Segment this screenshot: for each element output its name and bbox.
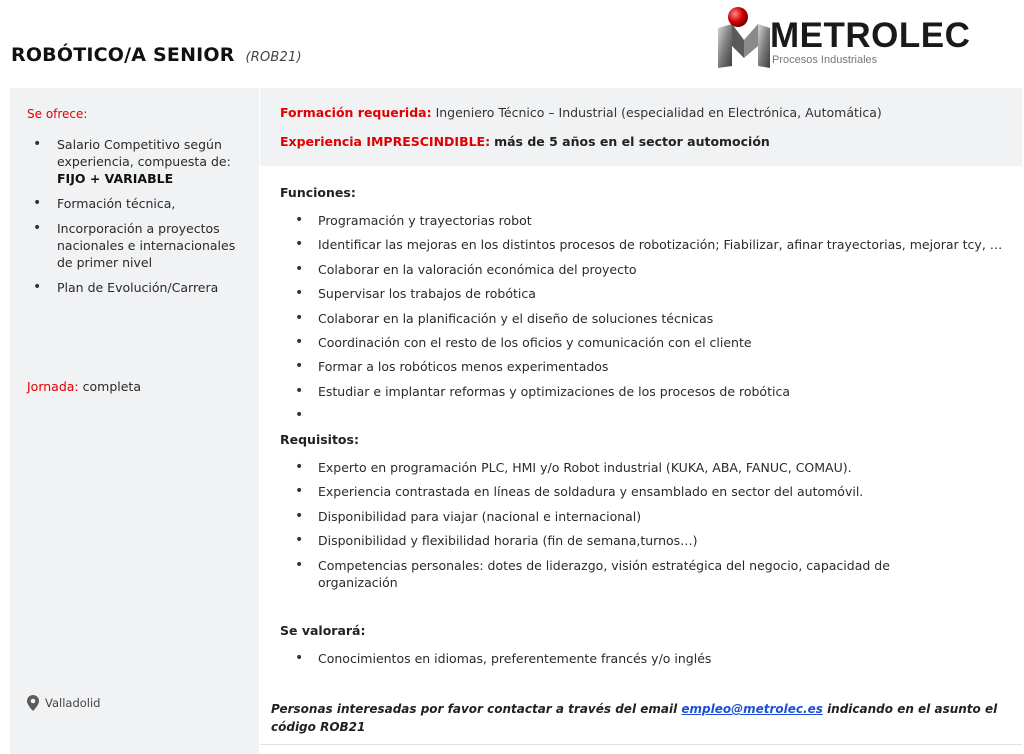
formacion-line (280, 105, 882, 120)
location (27, 695, 100, 711)
contact-email-link[interactable]: empleo@metrolec.es (681, 702, 823, 716)
list-item: • Formar a los robóticos menos experimentados (280, 358, 1010, 382)
experiencia-line (280, 134, 770, 149)
list-item: • Supervisar los trabajos de robótica (280, 285, 1010, 309)
list-item: • Disponibilidad para viajar (nacional e internacional) (280, 508, 1010, 532)
job-title (11, 44, 302, 66)
list-item: • Colaborar en la planificación y el diseño de soluciones técnicas (280, 310, 1010, 334)
list-item: • Programación y trayectorias robot (280, 212, 1010, 236)
job-code: (ROB21) (245, 50, 302, 65)
experiencia-label: Experiencia IMPRESCINDIBLE: (280, 134, 491, 149)
list-item (30, 279, 248, 296)
jornada-value: completa (82, 379, 141, 394)
requisitos-title: Requisitos: (280, 432, 359, 447)
formacion-value: Ingeniero Técnico – Industrial (especialidad en Electrónica, Automática) (435, 105, 882, 120)
location-text: Valladolid (45, 696, 101, 710)
list-item: • Competencias personales: dotes de liderazgo, visión estratégica del negocio, capacidad de organización (280, 557, 1010, 591)
funciones-list (280, 212, 1010, 432)
list-item: • Estudiar e implantar reformas y optimizaciones de los procesos de robótica (280, 383, 1010, 407)
jornada-label: Jornada: (27, 379, 79, 394)
contact-text-after: indicando en el asunto el código ROB21 (271, 702, 998, 734)
offer-item-text: Formación técnica, (57, 196, 176, 211)
metrolec-logo-icon (714, 6, 770, 70)
job-title-text: ROBÓTICO/A SENIOR (11, 44, 235, 66)
list-item: • Identificar las mejoras en los distintos procesos de robotización; Fiabilizar, afinar trayectorias, mejorar tcy, … (280, 236, 1010, 260)
requisitos-list (280, 459, 1010, 591)
funciones-title: Funciones: (280, 185, 356, 200)
list-item: • Conocimientos en idiomas, preferentemente francés y/o inglés (280, 650, 1010, 674)
requirements-band (260, 88, 1022, 166)
list-item (30, 136, 248, 187)
list-item (280, 407, 1010, 431)
jornada (27, 379, 141, 394)
salary-type: FIJO + VARIABLE (57, 171, 174, 186)
offer-list (30, 136, 248, 304)
valorara-title: Se valorará: (280, 623, 366, 638)
sidebar (10, 88, 259, 754)
list-item: • Disponibilidad y flexibilidad horaria (fin de semana,turnos…) (280, 532, 1010, 556)
experiencia-value: más de 5 años en el sector automoción (494, 134, 770, 149)
list-item: • Experiencia contrastada en líneas de soldadura y ensamblado en sector del automóvil. (280, 483, 1010, 507)
divider (260, 744, 1022, 745)
logo-name: METROLEC (770, 16, 971, 55)
list-item: • Experto en programación PLC, HMI y/o Robot industrial (KUKA, ABA, FANUC, COMAU). (280, 459, 1010, 483)
map-pin-icon (27, 695, 39, 711)
valorara-list (280, 650, 1010, 674)
offer-item-text: Incorporación a proyectos nacionales e internacionales de primer nivel (57, 221, 236, 270)
list-item (30, 195, 248, 212)
page-header (0, 0, 1024, 88)
list-item: • Coordinación con el resto de los oficios y comunicación con el cliente (280, 334, 1010, 358)
logo-subtitle: Procesos Industriales (772, 54, 878, 66)
contact-note (271, 700, 1001, 736)
offer-item-text: Plan de Evolución/Carrera (57, 280, 219, 295)
contact-text-before: Personas interesadas por favor contactar a través del email (271, 702, 678, 716)
company-logo (714, 6, 971, 72)
offer-item-text: Salario Competitivo según experiencia, compuesta de: (57, 137, 231, 169)
main-content (260, 166, 1022, 744)
list-item (30, 220, 248, 271)
list-item: • Colaborar en la valoración económica del proyecto (280, 261, 1010, 285)
formacion-label: Formación requerida: (280, 105, 432, 120)
offer-heading: Se ofrece: (27, 107, 88, 121)
